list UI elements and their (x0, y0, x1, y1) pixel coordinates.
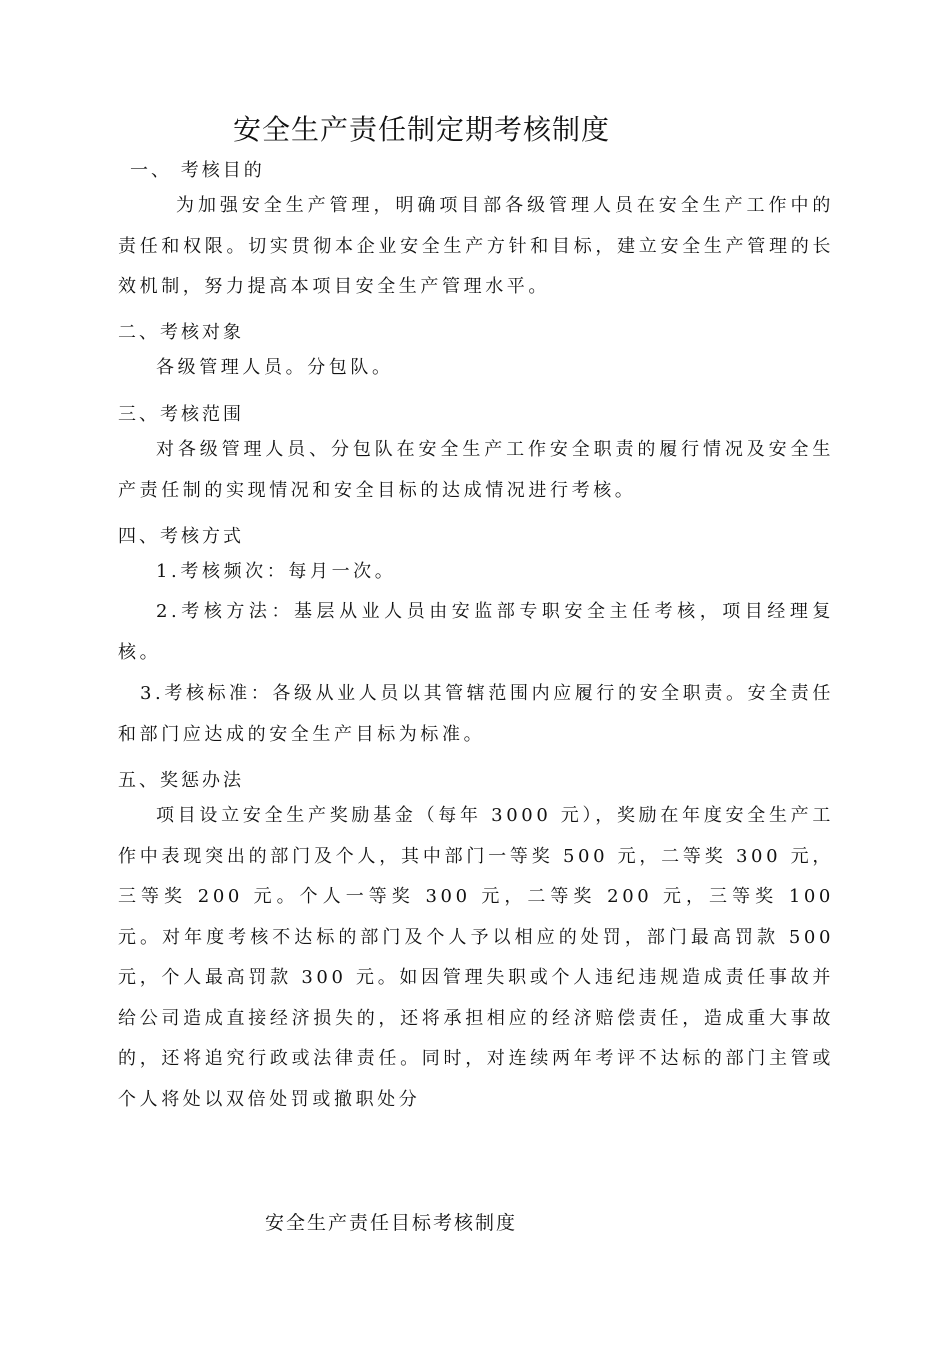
section-paragraph-scope: 对各级管理人员、分包队在安全生产工作安全职责的履行情况及安全生产责任制的实现情况和安全目标的达成情况进行考核。 (118, 439, 834, 501)
section-heading-purpose: 一、 考核目的 (130, 160, 265, 181)
section-paragraph-standard: 3.考核标准：各级从业人员以其管辖范围内应履行的安全职责。安全责任和部门应达成的安全生产目标为标准。 (118, 683, 834, 745)
document-title: 安全生产责任制定期考核制度 (233, 113, 611, 146)
section-heading-target: 二、考核对象 (118, 322, 244, 343)
section-heading-method: 四、考核方式 (118, 526, 244, 547)
section-heading-scope: 三、考核范围 (118, 404, 244, 425)
section-paragraph-rewards: 项目设立安全生产奖励基金（每年 3000 元），奖励在年度安全生产工作中表现突出的部门及个人，其中部门一等奖 500 元，二等奖 300 元，三等奖 200 元。个人一等奖 300 元，二等奖 200 元，三等奖 100 元。对年度考核不达标的部门及个人予以相应的处罚，部门最高罚款 500 元，个人最高罚款 300 元。如因管理失职或个人违纪违规造成责任事故并给公司造成直接经济损失的，还将承担相应的经济赔偿责任，造成重大事故的，还将追究行政或法律责任。同时，对连续两年考评不达标的部门主管或个人将处以双倍处罚或撤职处分 (118, 805, 834, 1110)
section-heading-rewards: 五、奖惩办法 (118, 770, 244, 791)
section-paragraph-purpose: 为加强安全生产管理，明确项目部各级管理人员在安全生产工作中的责任和权限。切实贯彻本企业安全生产方针和目标，建立安全生产管理的长效机制，努力提高本项目安全生产管理水平。 (118, 195, 834, 297)
next-section-title: 安全生产责任目标考核制度 (265, 1212, 518, 1234)
section-paragraph-procedure: 2.考核方法：基层从业人员由安监部专职安全主任考核，项目经理复核。 (118, 601, 834, 663)
section-paragraph-target: 各级管理人员。分包队。 (156, 357, 394, 378)
section-paragraph-frequency: 1.考核频次：每月一次。 (156, 561, 397, 582)
